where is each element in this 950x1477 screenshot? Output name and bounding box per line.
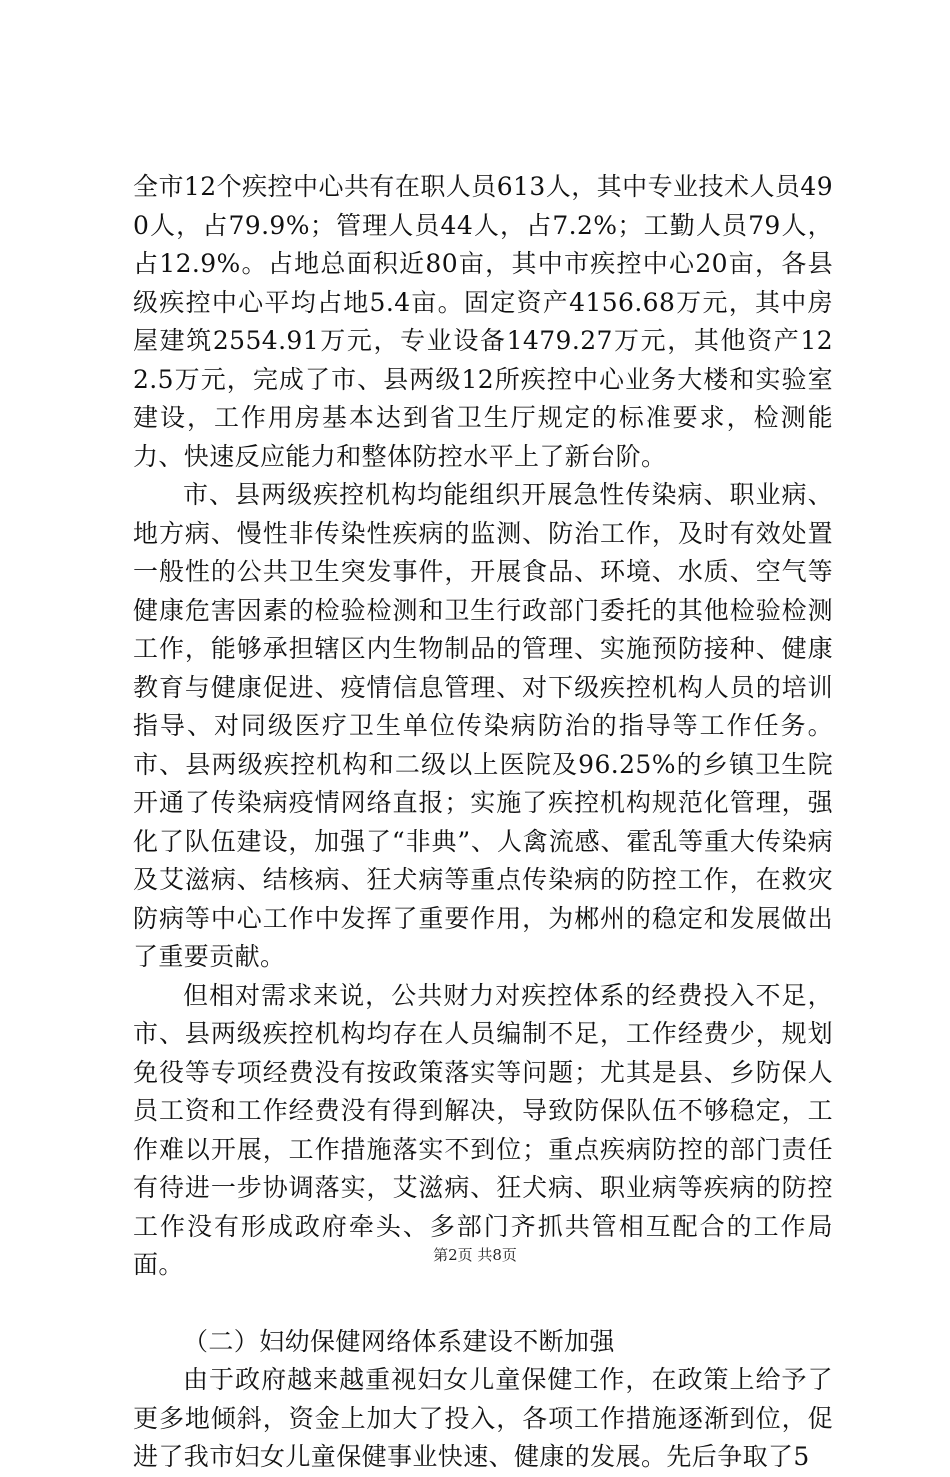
paragraph-funding-problems: 但相对需求来说，公共财力对疾控体系的经费投入不足，市、县两级疾控机构均存在人员编制不足，工作经费少，规划免役等专项经费没有按政策落实等问题；尤其是县、乡防保人员工资和工作经费没有得到解决，导致防保队伍不够稳定，工作难以开展，工作措施落实不到位；重点疾病防控的部门责任有待进一步协调落实，艾滋病、狂犬病、职业病等疾病的防控工作没有形成政府牵头、多部门齐抓共管相互配合的工作局面。	[133, 980, 833, 1279]
page-number-footer: 第2页 共8页	[433, 1246, 517, 1264]
document-body	[133, 168, 833, 1477]
paragraph-cdc-functions: 市、县两级疾控机构均能组织开展急性传染病、职业病、地方病、慢性非传染性疾病的监测、防治工作，及时有效处置一般性的公共卫生突发事件，开展食品、环境、水质、空气等健康危害因素的检验检测和卫生行政部门委托的其他检验检测工作，能够承担辖区内生物制品的管理、实施预防接种、健康教育与健康促进、疫情信息管理、对下级疾控机构人员的培训指导、对同级医疗卫生单位传染病防治的指导等工作任务。市、县两级疾控机构和二级以上医院及96.25%的乡镇卫生院开通了传染病疫情网络直报；实施了疾控机构规范化管理，强化了队伍建设，加强了“非典”、人禽流感、霍乱等重大传染病及艾滋病、结核病、狂犬病等重点传染病的防控工作，在救灾防病等中心工作中发挥了重要作用，为郴州的稳定和发展做出了重要贡献。	[133, 480, 833, 971]
paragraph-maternal-child-health: 由于政府越来越重视妇女儿童保健工作，在政策上给予了更多地倾斜，资金上加大了投入，各项工作措施逐渐到位，促进了我市妇女儿童保健事业快速、健康的发展。先后争取了5	[133, 1365, 833, 1471]
paragraph-staff-and-assets: 全市12个疾控中心共有在职人员613人，其中专业技术人员490人，占79.9%；管理人员44人，占7.2%；工勤人员79人，占12.9%。占地总面积近80亩，其中市疾控中心20亩，各县级疾控中心平均占地5.4亩。固定资产4156.68万元，其中房屋建筑2554.91万元，专业设备1479.27万元，其他资产122.5万元，完成了市、县两级12所疾控中心业务大楼和实验室建设，工作用房基本达到省卫生厅规定的标准要求，检测能力、快速反应能力和整体防控水平上了新台阶。	[133, 172, 833, 471]
section-heading-maternal-child-health: （二）妇幼保健网络体系建设不断加强	[183, 1326, 615, 1356]
